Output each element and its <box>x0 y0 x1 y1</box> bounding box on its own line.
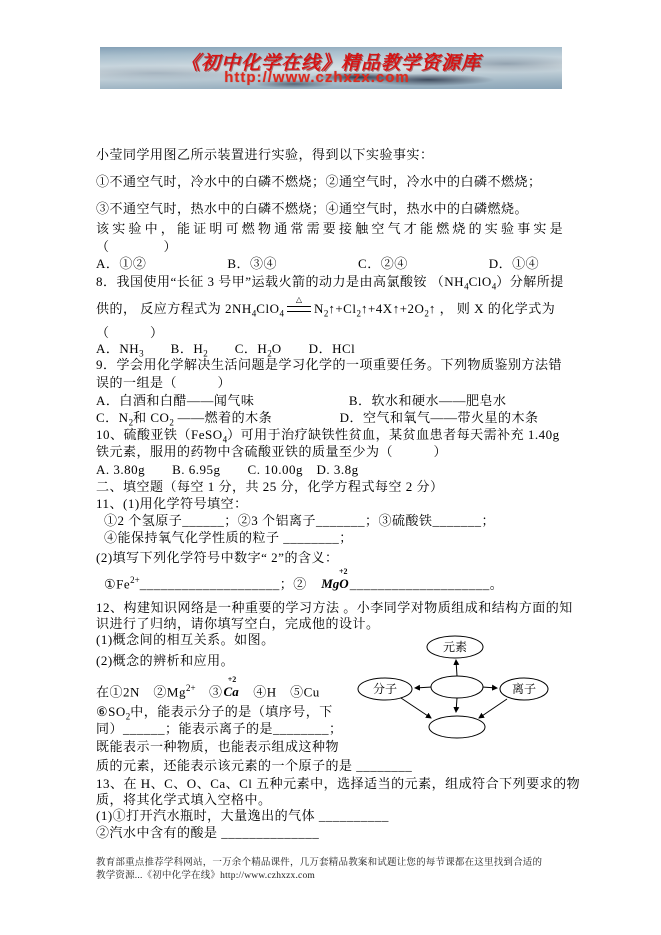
concept-node-blank-center <box>431 676 483 698</box>
text-line: 质，将其化学式填入空格中。 <box>96 792 272 807</box>
answer-parens: （ ） <box>96 325 164 340</box>
text-line: 该实验中，能证明可燃物通常需要接触空气才能燃烧的实验事实是 <box>96 221 566 236</box>
text-line: (2)填写下列化学符号中数字“ 2”的含义： <box>96 550 339 565</box>
text-line: (1)概念间的相互关系。如图。 <box>96 632 275 647</box>
choice-row: A. 3.80g B. 6.95g C. 10.00g D. 3.8g <box>96 462 359 477</box>
text-line: 识进行了归纳，请你填写空白，完成他的设计。 <box>96 616 380 631</box>
choice-row: A．$NH_3$ B．$H_2$ C．$H_2O$ D．HCl <box>96 341 356 359</box>
text-line: ③不通空气时，热水中的白磷不燃烧；④通空气时，热水中的白磷燃烧。 <box>96 201 529 216</box>
text-line: 11、(1)用化学符号填空： <box>96 496 248 511</box>
text-line: (2)概念的辨析和应用。 <box>96 653 235 668</box>
text-line: 10、硫酸亚铁（FeSO$_4$）可用于治疗缺铁性贫血，某贫血患者每天需补充 1.40g <box>96 427 560 445</box>
section-heading: 二、填空题（每空 1 分，共 25 分，化学方程式每空 2 分） <box>96 479 444 494</box>
equation-line: 供的， 反应方程式为 $2NH_4ClO_4$ △ $N_2↑+Cl_2↑+4X↑+2O_2↑$ ， 则 X 的化学式为 <box>96 295 556 319</box>
concept-node-label: 元素 <box>442 640 468 654</box>
blank-fill-line: $①Fe^{2+}\_\_\_\_\_\_\_\_\_\_\_\_\_\_\_\_\_\_\_\_$；② +2 MgO____________________。 <box>104 567 504 592</box>
blank-fill-line: ④能保持氧气化学性质的粒子 ________； <box>104 530 353 545</box>
choice-row: C．$N_2$和 $CO_2$ ——燃着的木条 D．空气和氧气——带火星的木条 <box>96 410 539 428</box>
concept-map-diagram <box>338 626 568 746</box>
blank-fill-line: 同）______；能表示离子的是________； <box>96 721 343 736</box>
text-line: 既能表示一种物质，也能表示组成这种物 <box>96 739 340 754</box>
banner-url: http://www.czhxzx.com <box>224 69 410 86</box>
text-line: 铁元素，服用的药物中含硫酸亚铁的质量至少为（ ） <box>96 444 448 459</box>
text-line: $⑥SO_2$中，能表示分子的是（填序号，下 <box>96 704 333 722</box>
blank-fill-line: ①2 个氢原子______；②3 个铝离子_______；③硫酸铁_______； <box>104 513 496 528</box>
concept-node-blank-bottom <box>429 716 485 738</box>
text-line: 8．我国使用“长征 3 号甲”运载火箭的动力是由高氯酸铵 $(NH_4ClO_4)$分解所提 <box>96 274 564 292</box>
valence-mgo-symbol: +2 MgO <box>321 567 349 592</box>
blank-fill-line: (1)①打开汽水瓶时，大量逸出的气体 __________ <box>96 808 389 823</box>
concept-node-label: 分子 <box>372 682 398 696</box>
text-line: 12、构建知识网络是一种重要的学习方法 。小李同学对物质组成和结构方面的知 <box>96 600 573 615</box>
valence-ca-symbol: +2 Ca <box>223 675 239 700</box>
concept-node-label: 离子 <box>511 682 537 696</box>
text-line: ①不通空气时，冷水中的白磷不燃烧；②通空气时，冷水中的白磷不燃烧； <box>96 174 542 189</box>
text-line: 9．学会用化学解决生活问题是学习化学的一项重要任务。下列物质鉴别方法错 <box>96 357 563 372</box>
text-line: 13、在 H、C、O、Ca、Cl 五种元素中，选择适当的元素，组成符合下列要求的物 <box>96 776 581 791</box>
blank-fill-line: ②汽水中含有的酸是 ______________ <box>96 825 320 840</box>
blank-fill-line: 质的元素，还能表示该元素的一个原子的是 ________ <box>96 758 413 773</box>
triangle-heat-condition-icon: △ <box>287 306 311 312</box>
choice-row: A．白酒和白醋——闻气味 B．软水和硬水——肥皂水 <box>96 393 507 408</box>
site-banner-image <box>100 47 562 89</box>
answer-parens: （ ） <box>96 239 178 254</box>
footer-promo-line: 教育部重点推荐学科网站，一万余个精品课件，几万套精品教案和试题让您的每节课都在这里找到合适的 <box>96 858 543 868</box>
text-line: 小莹同学用图乙所示装置进行实验，得到以下实验事实： <box>96 147 434 162</box>
text-line: 误的一组是（ ） <box>96 375 232 390</box>
choice-row: A．①② B．③④ C．②④ D．①④ <box>96 256 540 271</box>
banner-title: 《初中化学在线》精品教学资源库 <box>180 53 481 74</box>
footer-site-line: 教学资源...《初中化学在线》http://www.czhxzx.com <box>96 871 315 881</box>
text-line: 在①2N $②Mg^{2+}$ ③ +2 Ca ④H ⑤Cu <box>96 675 320 700</box>
